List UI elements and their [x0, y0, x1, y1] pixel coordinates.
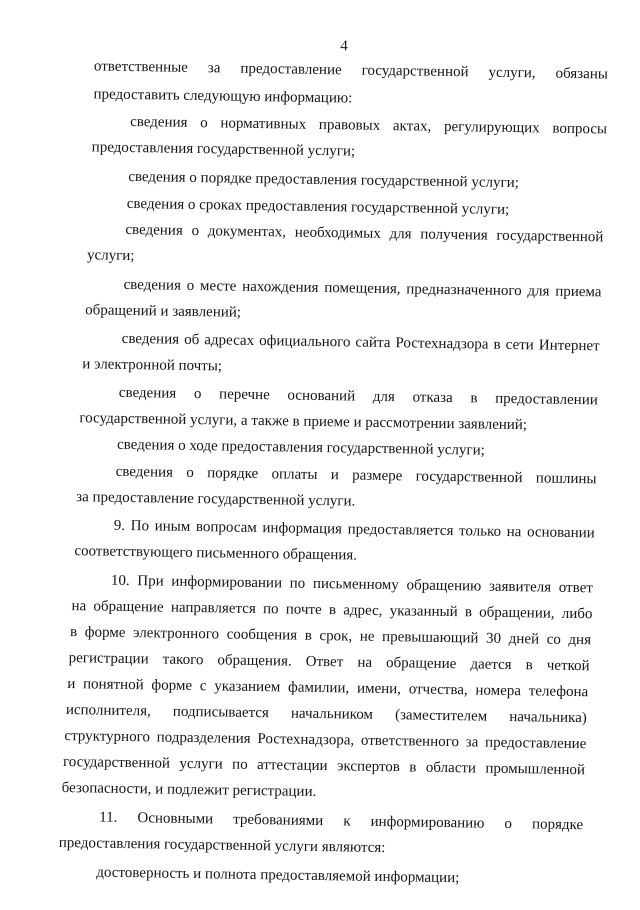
- text-line: безопасности, и подлежит регистрации.: [61, 779, 317, 800]
- text-line: за предоставление государственной услуги.: [76, 489, 356, 510]
- text-line: сведения о порядке предоставления государственной услуги;: [128, 168, 520, 192]
- text-line: сведения о ходе предоставления государственной услуги;: [116, 436, 485, 459]
- text-line: структурного подразделения Ростехнадзора, ответственного за предоставление: [64, 728, 587, 753]
- text-line: сведения о сроках предоставления государственной услуги;: [126, 195, 510, 218]
- text-line: услуги;: [86, 247, 135, 265]
- text-line: сведения о месте нахождения помещения, предназначенного для приема: [123, 276, 602, 301]
- text-line: предоставить следующую информацию:: [93, 86, 353, 107]
- text-line: достоверность и полнота предоставляемой информации;: [96, 864, 460, 887]
- page-number: 4: [340, 38, 348, 55]
- text-line: обращений и заявлений;: [85, 302, 242, 321]
- text-line: государственной услуги, а также в приеме и рассмотрении заявлений;: [79, 410, 528, 434]
- text-line: 10. При информировании по письменному обращению заявителя ответ: [110, 572, 593, 597]
- text-line: регистрации такого обращения. Ответ на обращение дается в четкой: [68, 650, 590, 675]
- text-line: предоставления государственной услуги;: [91, 139, 356, 160]
- text-line: предоставления государственной услуги являются:: [58, 834, 386, 857]
- text-line: ответственные за предоставление государственной услуги, обязаны: [93, 58, 609, 83]
- text-line: в форме электронного сообщения в срок, не превышающий 30 дней со дня: [69, 624, 592, 649]
- text-line: и понятной форме с указанием фамилии, имени, отчества, номера телефона: [67, 676, 589, 701]
- text-line: государственной услуги по аттестации экспертов в области промышленной: [62, 754, 586, 779]
- text-line: сведения о перечне оснований для отказа в предоставлении: [118, 384, 598, 409]
- text-line: на обращение направляется по почте в адрес, указанный в обращении, либо: [71, 598, 593, 623]
- text-line: сведения о документах, необходимых для получения государственной: [125, 221, 604, 246]
- text-line: и электронной почты;: [82, 356, 223, 375]
- text-line: соответствующего письменного обращения.: [74, 543, 358, 564]
- text-line: сведения об адресах официального сайта Ростехнадзора в сети Интернет: [121, 330, 600, 355]
- text-line: сведения о нормативных правовых актах, регулирующих вопросы: [130, 113, 608, 138]
- text-line: исполнителя, подписывается начальником (заместителем начальника): [65, 702, 587, 727]
- text-line: 11. Основными требованиями к информированию о порядке: [99, 809, 584, 834]
- text-line: сведения о порядке оплаты и размере государственной пошлины: [115, 463, 597, 488]
- text-line: 9. По иным вопросам информация предоставляется только на основании: [113, 517, 595, 542]
